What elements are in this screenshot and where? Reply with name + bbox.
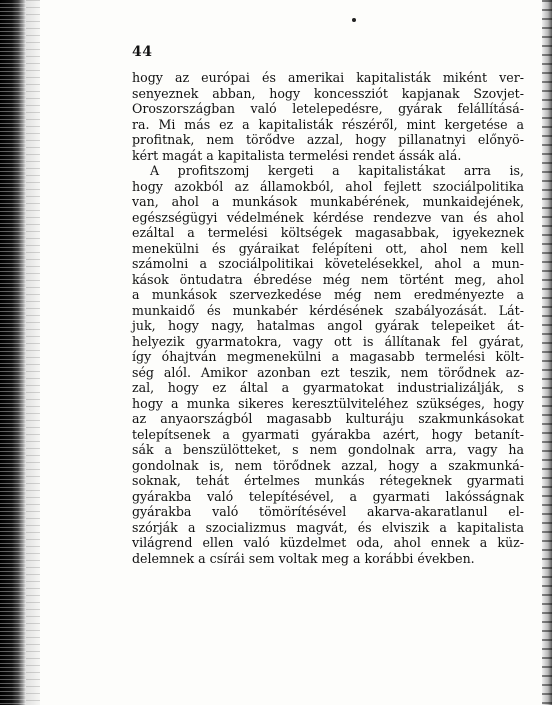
text-line: ra. Mi más ez a kapitalisták részéről, mint kergetése a — [132, 116, 524, 132]
text-line: van, ahol a munkások munkabérének, munkaidejének, — [132, 194, 524, 209]
text-line: ezáltal a termelési költségek magasabbak, igyekeznek — [132, 225, 524, 240]
text-line: szórják a szocializmus magvát, és elviszik a kapitalista — [132, 519, 524, 535]
text-line: helyezik gyarmatokra, vagy ott is állítanak fel gyárat, — [132, 333, 524, 349]
text-line: gyárakba való telepítésével, a gyarmati lakósságnak — [132, 488, 524, 504]
text-line: telepítsenek a gyarmati gyárakba azért, hogy betanít- — [132, 426, 524, 442]
text-line: hogy azokból az államokból, ahol fejlett szociálpolitika — [132, 178, 524, 194]
text-line: egészségügyi védelmének kérdése rendezve van és ahol — [132, 209, 524, 225]
text-line: hogy a munka sikeres keresztülviteléhez szükséges, hogy — [132, 395, 524, 411]
body-text — [132, 70, 524, 566]
text-line: senyeznek abban, hogy koncessziót kapjanak Szovjet- — [132, 85, 524, 101]
text-line: az anyaországból magasabb kulturáju szakmunkásokat — [132, 411, 524, 426]
right-edge-shadow — [542, 0, 552, 705]
text-line: a munkások szervezkedése még nem eredményezte a — [132, 287, 524, 302]
text-line: profitnak, nem törődve azzal, hogy pillanatnyi előnyö- — [132, 132, 524, 147]
text-line: munkaidő és munkabér kérdésének szabályozását. Lát- — [132, 302, 524, 318]
text-line: világrend ellen való küzdelmet oda, ahol ennek a küz- — [132, 535, 524, 550]
text-line: delemnek a csírái sem voltak meg a korábbi években. — [132, 550, 475, 566]
text-line: ség alól. Amikor azonban ezt teszik, nem törődnek az- — [132, 364, 524, 380]
text-line: soknak, tehát értelmes munkás rétegeknek gyarmati — [132, 473, 524, 488]
text-line: A profitszomj kergeti a kapitalistákat arra is, — [150, 163, 524, 178]
text-line: Oroszországban való letelepedésre, gyárak felállításá- — [132, 101, 524, 116]
text-line: így óhajtván megmenekülni a magasabb termelési költ- — [132, 349, 524, 364]
page-number: 44 — [132, 44, 153, 60]
text-line: kért magát a kapitalista termelési rendet ássák alá. — [132, 147, 462, 163]
binding-edge-speckle — [26, 0, 40, 705]
text-line: menekülni és gyáraikat felépíteni ott, ahol nem kell — [132, 240, 524, 256]
dust-speck — [352, 18, 356, 22]
text-line: juk, hogy nagy, hatalmas angol gyárak telepeiket át- — [132, 318, 524, 333]
text-line: gondolnak is, nem törődnek azzal, hogy a szakmunká- — [132, 457, 524, 473]
text-line: gyárakba való tömörítésével akarva-akaratlanul el- — [132, 504, 524, 519]
binding-edge-shadow — [0, 0, 26, 705]
text-line: hogy az európai és amerikai kapitalisták miként ver- — [132, 70, 524, 85]
text-line: számolni a szociálpolitikai követelésekkel, ahol a mun- — [132, 256, 524, 271]
text-line: sák a benszülötteket, s nem gondolnak arra, vagy ha — [132, 442, 524, 457]
text-line: zal, hogy ez által a gyarmatokat industrializálják, s — [132, 380, 524, 395]
text-line: kások öntudatra ébredése még nem történt meg, ahol — [132, 271, 524, 287]
